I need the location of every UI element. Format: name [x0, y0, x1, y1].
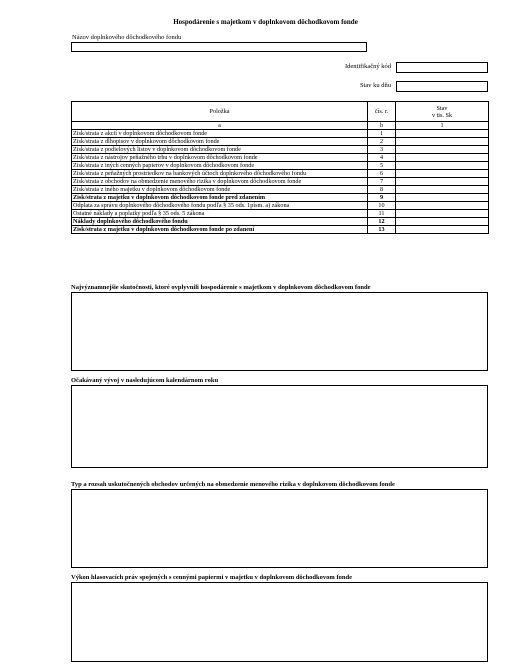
row-value-cell[interactable] [396, 194, 489, 202]
row-label: Zisk/strata z iných cenných papierov v doplnkovom dôchodkovom fonde [72, 162, 368, 170]
row-label: Odplata za správu doplnkového dôchodkového fondu podľa § 35 ods. 1písm. a) zákona [72, 202, 368, 210]
table-row [72, 194, 489, 202]
id-code-label: Identifikačný kód [344, 63, 391, 70]
row-number: 2 [368, 138, 396, 146]
row-number: 13 [368, 226, 396, 234]
row-value-cell[interactable] [396, 154, 489, 162]
section-title-2: Očakávaný vývoj v nasledujúcom kalendárnom roku [71, 377, 219, 384]
date-field[interactable] [396, 81, 488, 92]
row-label: Zisk/strata z akcií v doplnkovom dôchodkovom fonde [72, 130, 368, 138]
section-box-4[interactable] [71, 582, 488, 662]
row-number: 11 [368, 210, 396, 218]
header-value-line1: Stav [436, 104, 448, 112]
row-value-cell[interactable] [396, 170, 489, 178]
fund-name-label: Názov doplnkového dôchodkového fondu [72, 34, 182, 41]
table-row [72, 146, 489, 154]
row-value-cell[interactable] [396, 186, 489, 194]
subheader-1: 1 [396, 122, 489, 130]
table-row [72, 162, 489, 170]
row-value-cell[interactable] [396, 130, 489, 138]
table-row [72, 218, 489, 226]
section-title-4: Výkon hlasovacích práv spojených s cennými papiermi v majetku v doplnkovom dôchodkovom fonde [71, 574, 352, 581]
row-number: 6 [368, 170, 396, 178]
row-value-cell[interactable] [396, 146, 489, 154]
table-row [72, 178, 489, 186]
row-number: 4 [368, 154, 396, 162]
row-value-cell[interactable] [396, 178, 489, 186]
table-row [72, 210, 489, 218]
row-value-cell[interactable] [396, 226, 489, 234]
document-title: Hospodárenie s majetkom v doplnkovom dôchodkovom fonde [173, 18, 358, 26]
section-box-1[interactable] [71, 292, 488, 371]
row-value-cell[interactable] [396, 218, 489, 226]
row-number: 8 [368, 186, 396, 194]
row-number: 1 [368, 130, 396, 138]
row-label: Zisk/strata z majetku v doplnkovom dôchodkovom fonde pred zdanením [72, 194, 368, 202]
header-value-line2: v tis. Sk [431, 111, 453, 119]
row-label: Ostatné náklady a poplatky podľa § 35 ods. 5 zákona [72, 210, 368, 218]
section-title-3: Typ a rozsah uskutočnených obchodov určených na obmedzenie menového rizika v doplnkovom dôchodkovom fonde [71, 481, 395, 488]
row-value-cell[interactable] [396, 202, 489, 210]
table-row [72, 130, 489, 138]
table-header-row [72, 102, 489, 122]
table-row [72, 202, 489, 210]
row-number: 12 [368, 218, 396, 226]
section-box-2[interactable] [71, 385, 488, 468]
table-row [72, 138, 489, 146]
row-value-cell[interactable] [396, 210, 489, 218]
row-label: Zisk/strata z podielových listov v doplnkovom dôchodkovom fonde [72, 146, 368, 154]
table-row [72, 170, 489, 178]
row-label: Zisk/strata z majetku v doplnkovom dôchodkovom fonde po zdanení [72, 226, 368, 234]
section-box-3[interactable] [71, 489, 488, 568]
row-value-cell[interactable] [396, 162, 489, 170]
header-row-no: čís. r. [368, 102, 396, 122]
section-title-1: Najvýznamnejšie skutočnosti, ktoré ovplyvnili hospodárenie s majetkom v doplnkovom dôchodkovom fonde [71, 284, 371, 291]
row-label: Zisk/strata z dlhopisov v doplnkovom dôchodkovom fonde [72, 138, 368, 146]
row-label: Zisk/strata z iného majetku v doplnkovom dôchodkovom fonde [72, 186, 368, 194]
row-number: 3 [368, 146, 396, 154]
table-row [72, 154, 489, 162]
id-code-field[interactable] [396, 62, 488, 73]
row-label: Zisk/strata z obchodov na obmedzenie menového rizika v doplnkovom dôchodkovom fonde [72, 178, 368, 186]
row-number: 10 [368, 202, 396, 210]
row-number: 5 [368, 162, 396, 170]
header-item: Položka [72, 102, 368, 122]
date-label: Stav ku dňu [359, 82, 391, 89]
header-value [396, 102, 489, 122]
row-number: 9 [368, 194, 396, 202]
subheader-b: b [368, 122, 396, 130]
row-value-cell[interactable] [396, 138, 489, 146]
table-row [72, 186, 489, 194]
row-label: Zisk/strata z nástrojov peňažného trhu v doplnkovom dôchodkovom fonde [72, 154, 368, 162]
table-row [72, 226, 489, 234]
row-number: 7 [368, 178, 396, 186]
fund-name-field[interactable] [71, 42, 367, 52]
row-label: Zisk/strata z peňažných prostriedkov na bankových účtoch doplnkového dôchodkového fondu [72, 170, 368, 178]
row-label: Náklady doplnkového dôchodkového fondu [72, 218, 368, 226]
subheader-a: a [72, 122, 368, 130]
financial-table [71, 101, 489, 234]
table-subheader-row [72, 122, 489, 130]
